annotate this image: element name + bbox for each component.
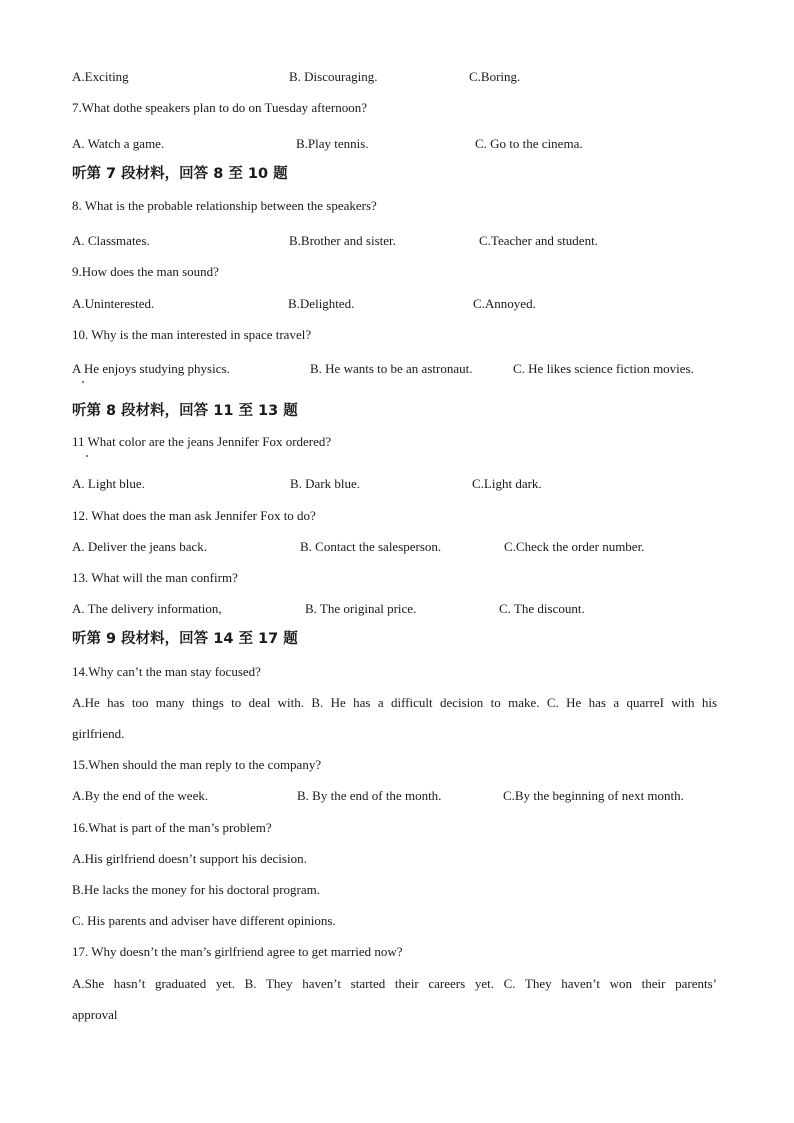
q10-option-b: B. He wants to be an astronaut. <box>310 361 473 376</box>
question-15: 15.When should the man reply to the company? <box>72 757 322 772</box>
q11-option-b: B. Dark blue. <box>290 476 361 491</box>
stray-mark <box>82 381 84 383</box>
q9-option-b: B.Delighted. <box>288 296 355 311</box>
q9-option-c: C.Annoyed. <box>473 296 536 311</box>
q16-option-c: C. His parents and adviser have different opinions. <box>72 913 336 928</box>
section-heading-8: 听第 8 段材料，回答 11 至 13 题 <box>72 403 298 419</box>
question-10: 10. Why is the man interested in space travel? <box>72 327 312 342</box>
q14-options-continued: girlfriend. <box>72 726 125 741</box>
q16-option-b: B.He lacks the money for his doctoral program. <box>72 882 321 897</box>
q7-option-c: C. Go to the cinema. <box>475 136 583 151</box>
q12-option-c: C.Check the order number. <box>504 539 645 554</box>
question-14: 14.Why can’t the man stay focused? <box>72 664 261 679</box>
question-7: 7.What dothe speakers plan to do on Tuesday afternoon? <box>72 100 367 115</box>
q6-option-c: C.Boring. <box>469 69 521 84</box>
question-8: 8. What is the probable relationship between the speakers? <box>72 198 377 213</box>
q12-option-a: A. Deliver the jeans back. <box>72 539 208 554</box>
q17-options-continued: approval <box>72 1007 118 1022</box>
q13-option-b: B. The original price. <box>305 601 417 616</box>
q11-option-c: C.Light dark. <box>472 476 542 491</box>
q14-options-line: A.He has too many things to deal with. B. He has a difficult decision to make. C. He has a quarreI with his <box>72 695 717 710</box>
q6-option-a: A.Exciting <box>72 69 129 84</box>
q7-option-a: A. Watch a game. <box>72 136 165 151</box>
stray-mark <box>86 455 88 457</box>
q10-option-c: C. He likes science fiction movies. <box>513 361 694 376</box>
q8-option-b: B.Brother and sister. <box>289 233 396 248</box>
section-heading-9: 听第 9 段材料，回答 14 至 17 题 <box>72 631 298 647</box>
q8-option-c: C.Teacher and student. <box>479 233 598 248</box>
q15-option-b: B. By the end of the month. <box>297 788 442 803</box>
question-12: 12. What does the man ask Jennifer Fox to do? <box>72 508 316 523</box>
question-16: 16.What is part of the man’s problem? <box>72 820 272 835</box>
q12-option-b: B. Contact the salesperson. <box>300 539 442 554</box>
q9-option-a: A.Uninterested. <box>72 296 155 311</box>
section-heading-7: 听第 7 段材料，回答 8 至 10 题 <box>72 166 288 182</box>
q16-option-a: A.His girlfriend doesn’t support his decision. <box>72 851 307 866</box>
question-9: 9.How does the man sound? <box>72 264 219 279</box>
question-17: 17. Why doesn’t the man’s girlfriend agree to get married now? <box>72 944 403 959</box>
q10-option-a: A He enjoys studying physics. <box>72 361 230 376</box>
q13-option-c: C. The discount. <box>499 601 585 616</box>
q11-option-a: A. Light blue. <box>72 476 145 491</box>
q15-option-c: C.By the beginning of next month. <box>503 788 684 803</box>
question-11: 11 What color are the jeans Jennifer Fox ordered? <box>72 434 332 449</box>
q8-option-a: A. Classmates. <box>72 233 150 248</box>
question-13: 13. What will the man confirm? <box>72 570 238 585</box>
q6-option-b: B. Discouraging. <box>289 69 378 84</box>
q15-option-a: A.By the end of the week. <box>72 788 209 803</box>
q13-option-a: A. The delivery information, <box>72 601 222 616</box>
q7-option-b: B.Play tennis. <box>296 136 369 151</box>
q17-options-line: A.She hasn’t graduated yet. B. They haven’t started their careers yet. C. They haven’t won their parents’ <box>72 976 717 991</box>
